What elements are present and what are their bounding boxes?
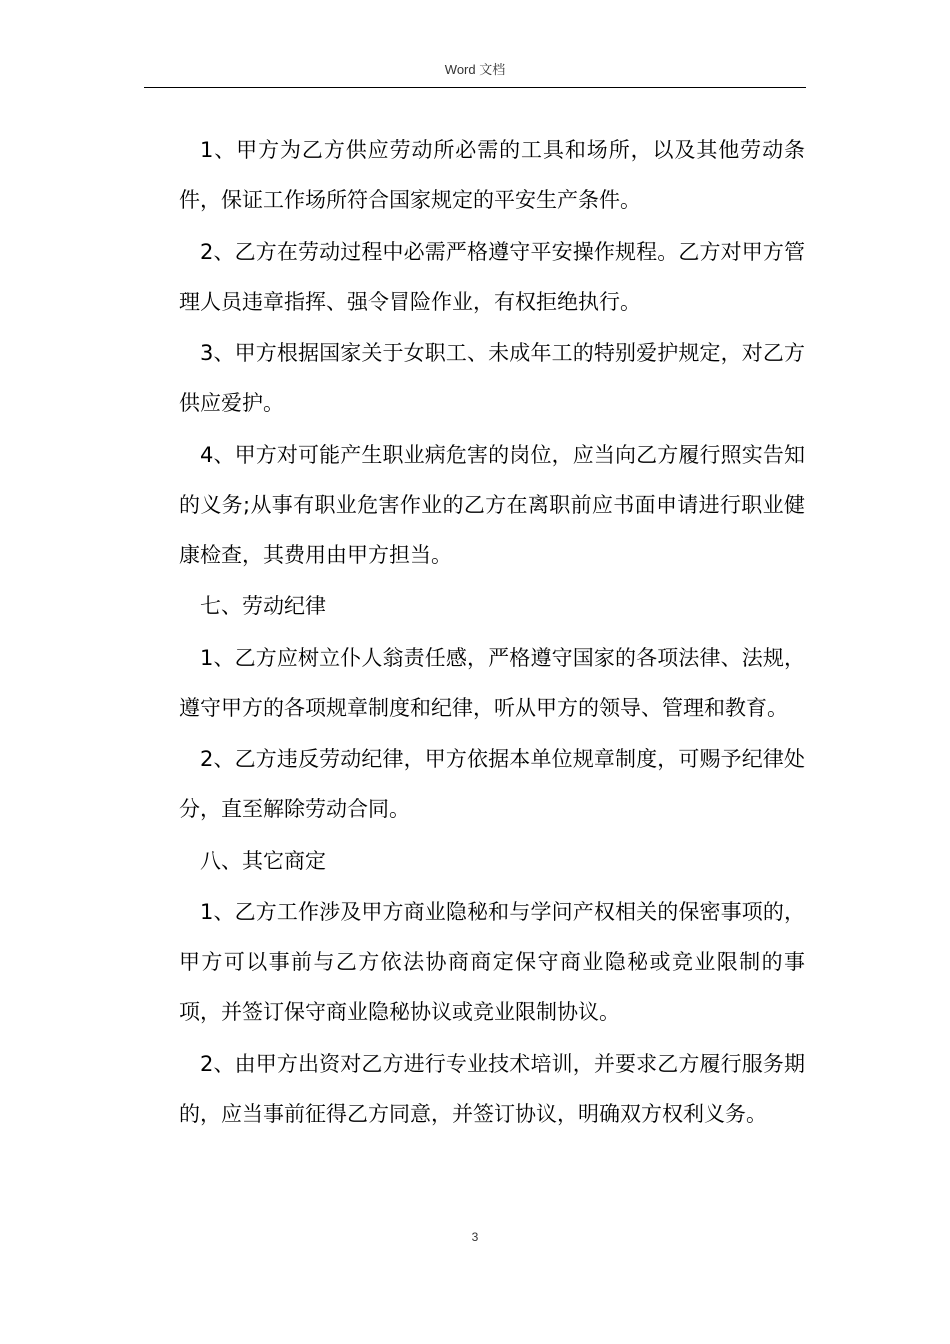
page-number: 3: [471, 1230, 479, 1244]
page-header: Word 文档: [444, 62, 506, 77]
paragraph: 1、乙方应树立仆人翁责任感，严格遵守国家的各项法律、法规，遵守甲方的各项规章制度和纪律，听从甲方的领导、管理和教育。: [179, 645, 805, 720]
paragraph: 1、乙方工作涉及甲方商业隐秘和与学问产权相关的保密事项的，甲方可以事前与乙方依法协商商定保守商业隐秘或竞业限制的事项，并签订保守商业隐秘协议或竞业限制协议。: [179, 900, 805, 1024]
section-heading: 七、劳动纪律: [200, 594, 326, 618]
paragraph: 3、甲方根据国家关于女职工、未成年工的特别爱护规定，对乙方供应爱护。: [179, 341, 805, 415]
document-body: [179, 125, 805, 1140]
paragraph: 2、乙方违反劳动纪律，甲方依据本单位规章制度，可赐予纪律处分，直至解除劳动合同。: [179, 747, 805, 821]
paragraph: 2、由甲方出资对乙方进行专业技术培训，并要求乙方履行服务期的，应当事前征得乙方同意，并签订协议，明确双方权利义务。: [179, 1051, 805, 1126]
paragraph: 1、甲方为乙方供应劳动所必需的工具和场所，以及其他劳动条件，保证工作场所符合国家规定的平安生产条件。: [179, 138, 805, 212]
paragraph: 4、甲方对可能产生职业病危害的岗位，应当向乙方履行照实告知的义务;从事有职业危害作业的乙方在离职前应书面申请进行职业健康检查，其费用由甲方担当。: [179, 442, 805, 567]
paragraph: 2、乙方在劳动过程中必需严格遵守平安操作规程。乙方对甲方管理人员违章指挥、强令冒险作业，有权拒绝执行。: [179, 239, 805, 314]
section-heading: 八、其它商定: [200, 848, 326, 873]
header-divider: [144, 87, 806, 88]
